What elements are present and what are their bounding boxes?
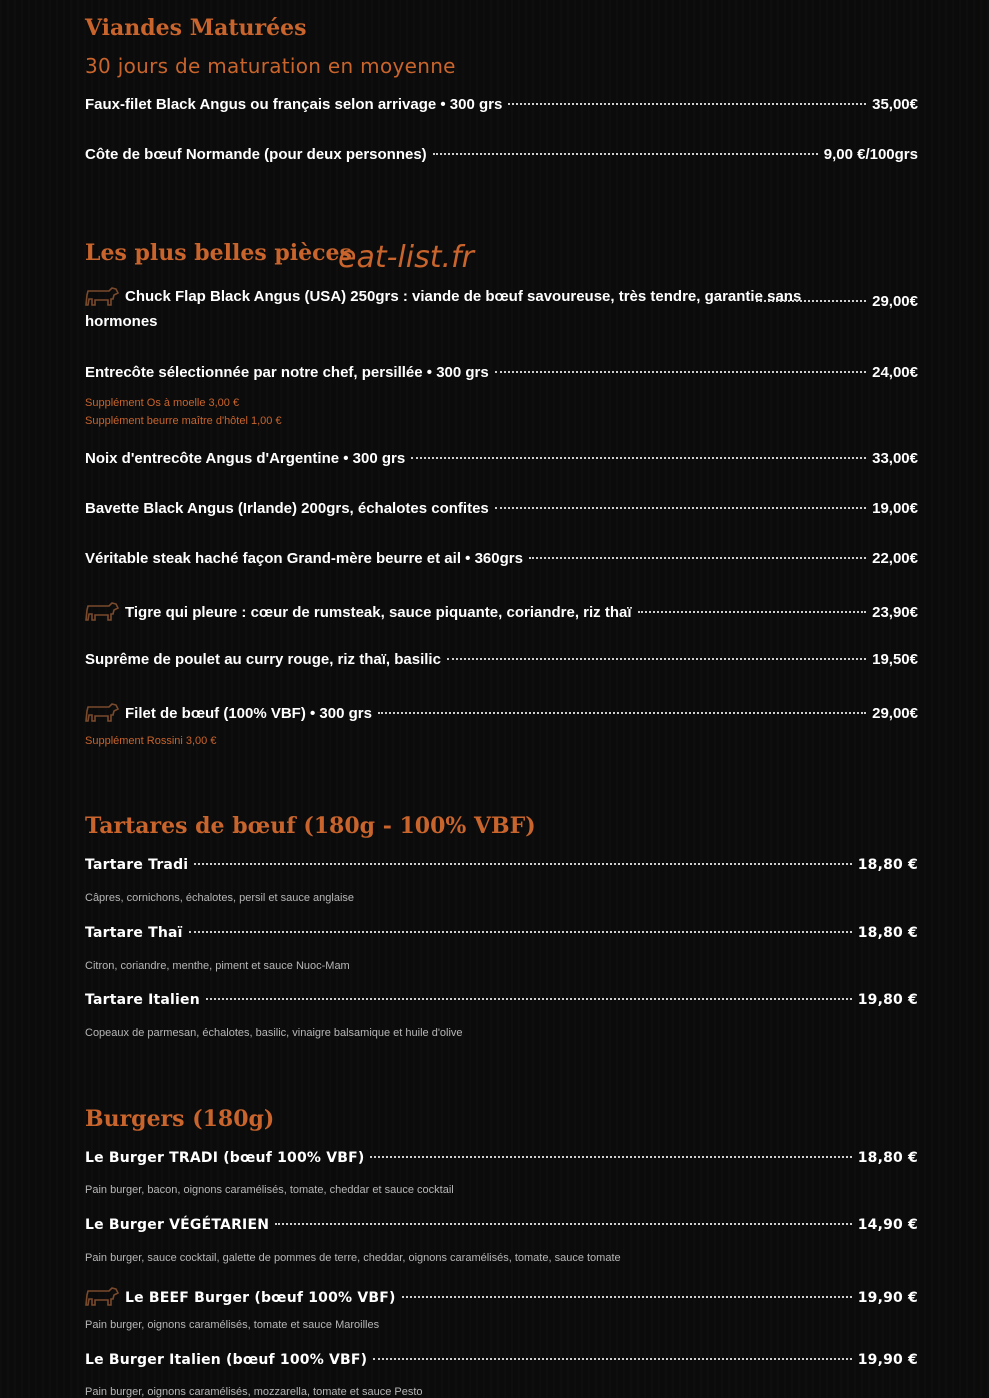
item-price: 22,00€: [872, 550, 918, 567]
menu-item: [85, 1352, 918, 1368]
item-name: Véritable steak haché façon Grand-mère beurre et ail • 360grs: [85, 550, 523, 567]
menu-item: [85, 96, 918, 113]
menu-item: [85, 1150, 918, 1166]
dot-leader: [495, 371, 866, 373]
item-description: Citron, coriandre, menthe, piment et sauce Nuoc-Mam: [85, 960, 350, 972]
dot-leader: [206, 998, 852, 1000]
item-price: 19,50€: [872, 651, 918, 668]
dot-leader: [373, 1358, 851, 1360]
item-name: Bavette Black Angus (Irlande) 200grs, échalotes confites: [85, 500, 489, 517]
dot-leader: [275, 1223, 852, 1225]
dot-leader: [370, 1156, 851, 1158]
item-name: Noix d'entrecôte Angus d'Argentine • 300 grs: [85, 450, 406, 467]
item-price: 19,00€: [872, 500, 918, 517]
watermark: eat-list.fr: [338, 240, 474, 275]
item-name: Le Burger Italien (bœuf 100% VBF): [85, 1352, 368, 1368]
section-title-tartares: Tartares de bœuf (180g - 100% VBF): [85, 813, 536, 839]
menu-item: [85, 500, 918, 517]
cow-icon: [85, 1285, 119, 1307]
item-name: Tartare Italien: [85, 992, 200, 1008]
menu-item: [85, 550, 918, 567]
dot-leader: [433, 153, 818, 155]
section-subtitle-matured: 30 jours de maturation en moyenne: [85, 54, 456, 78]
section-title-best: Les plus belles pièces: [85, 240, 352, 266]
dot-leader: [529, 557, 866, 559]
item-name: Chuck Flap Black Angus (USA) 250grs : viande de bœuf savoureuse, très tendre, garantie sans: [125, 287, 802, 305]
supplement-note: Supplément Os à moelle 3,00 €: [85, 397, 240, 409]
item-name-continued: hormones: [85, 313, 158, 330]
cow-icon: [85, 285, 119, 307]
item-description: Câpres, cornichons, échalotes, persil et sauce anglaise: [85, 892, 355, 904]
section-title-burgers: Burgers (180g): [85, 1106, 275, 1132]
menu-item: [85, 600, 918, 622]
dot-leader: [638, 611, 867, 613]
dot-leader: [508, 103, 866, 105]
item-description: Pain burger, bacon, oignons caramélisés, tomate, cheddar et sauce cocktail: [85, 1184, 454, 1196]
item-name: Tartare Tradi: [85, 857, 189, 873]
menu-item: [85, 285, 918, 330]
dot-leader: [411, 457, 866, 459]
item-description: Pain burger, sauce cocktail, galette de pommes de terre, cheddar, oignons caramélisés, tomate, sauce tomate: [85, 1252, 621, 1264]
dot-leader: [402, 1296, 852, 1298]
menu-item: [85, 450, 918, 467]
item-price: 35,00€: [872, 96, 918, 113]
item-name: [85, 1285, 396, 1307]
item-price: 19,90 €: [857, 1352, 918, 1368]
section-title-matured: Viandes Maturées: [85, 15, 307, 41]
supplement-note: Supplément beurre maître d'hôtel 1,00 €: [85, 415, 282, 427]
item-name: Le Burger VÉGÉTARIEN: [85, 1217, 270, 1233]
item-description: Pain burger, oignons caramélisés, tomate et sauce Maroilles: [85, 1319, 380, 1331]
item-name: Tartare Thaï: [85, 925, 183, 941]
dot-leader: [756, 300, 866, 302]
item-name-text: Filet de bœuf (100% VBF) • 300 grs: [125, 705, 372, 722]
menu-item: [85, 925, 918, 941]
menu-item: [85, 364, 918, 381]
dot-leader: [194, 863, 851, 865]
item-name: Suprême de poulet au curry rouge, riz thaï, basilic: [85, 651, 441, 668]
item-name: [85, 701, 372, 723]
item-name: Côte de bœuf Normande (pour deux personnes): [85, 146, 427, 163]
item-name: Faux-filet Black Angus ou français selon arrivage • 300 grs: [85, 96, 503, 113]
dot-leader: [447, 658, 866, 660]
item-description: Pain burger, oignons caramélisés, mozzarella, tomate et sauce Pesto: [85, 1386, 423, 1398]
item-price: 9,00 €/100grs: [823, 146, 918, 163]
menu-item: [85, 651, 918, 668]
dot-leader: [495, 507, 866, 509]
dot-leader: [189, 931, 852, 933]
item-description: Copeaux de parmesan, échalotes, basilic, vinaigre balsamique et huile d'olive: [85, 1027, 463, 1039]
cow-icon: [85, 701, 119, 723]
item-price: 19,80 €: [857, 992, 918, 1008]
item-name: [85, 600, 632, 622]
item-price: 24,00€: [872, 364, 918, 381]
item-price: 18,80 €: [857, 1150, 918, 1166]
menu-item: [85, 1285, 918, 1307]
supplement-note: Supplément Rossini 3,00 €: [85, 735, 217, 747]
item-price: 18,80 €: [857, 925, 918, 941]
menu-item: [85, 146, 918, 163]
item-price: 33,00€: [872, 450, 918, 467]
dot-leader: [378, 712, 866, 714]
cow-icon: [85, 600, 119, 622]
item-price: 29,00€: [872, 293, 918, 310]
item-name-text: Le BEEF Burger (bœuf 100% VBF): [125, 1290, 396, 1306]
item-name-text: Tigre qui pleure : cœur de rumsteak, sauce piquante, coriandre, riz thaï: [125, 604, 632, 621]
item-name: Le Burger TRADI (bœuf 100% VBF): [85, 1150, 365, 1166]
menu-item: [85, 857, 918, 873]
item-price: 19,90 €: [857, 1290, 918, 1306]
menu-item: [85, 992, 918, 1008]
menu-item: [85, 1217, 918, 1233]
item-price: 14,90 €: [857, 1217, 918, 1233]
item-price: 23,90€: [872, 604, 918, 621]
menu-item: [85, 701, 918, 723]
item-name: Entrecôte sélectionnée par notre chef, persillée • 300 grs: [85, 364, 489, 381]
item-price: 29,00€: [872, 705, 918, 722]
item-price: 18,80 €: [857, 857, 918, 873]
